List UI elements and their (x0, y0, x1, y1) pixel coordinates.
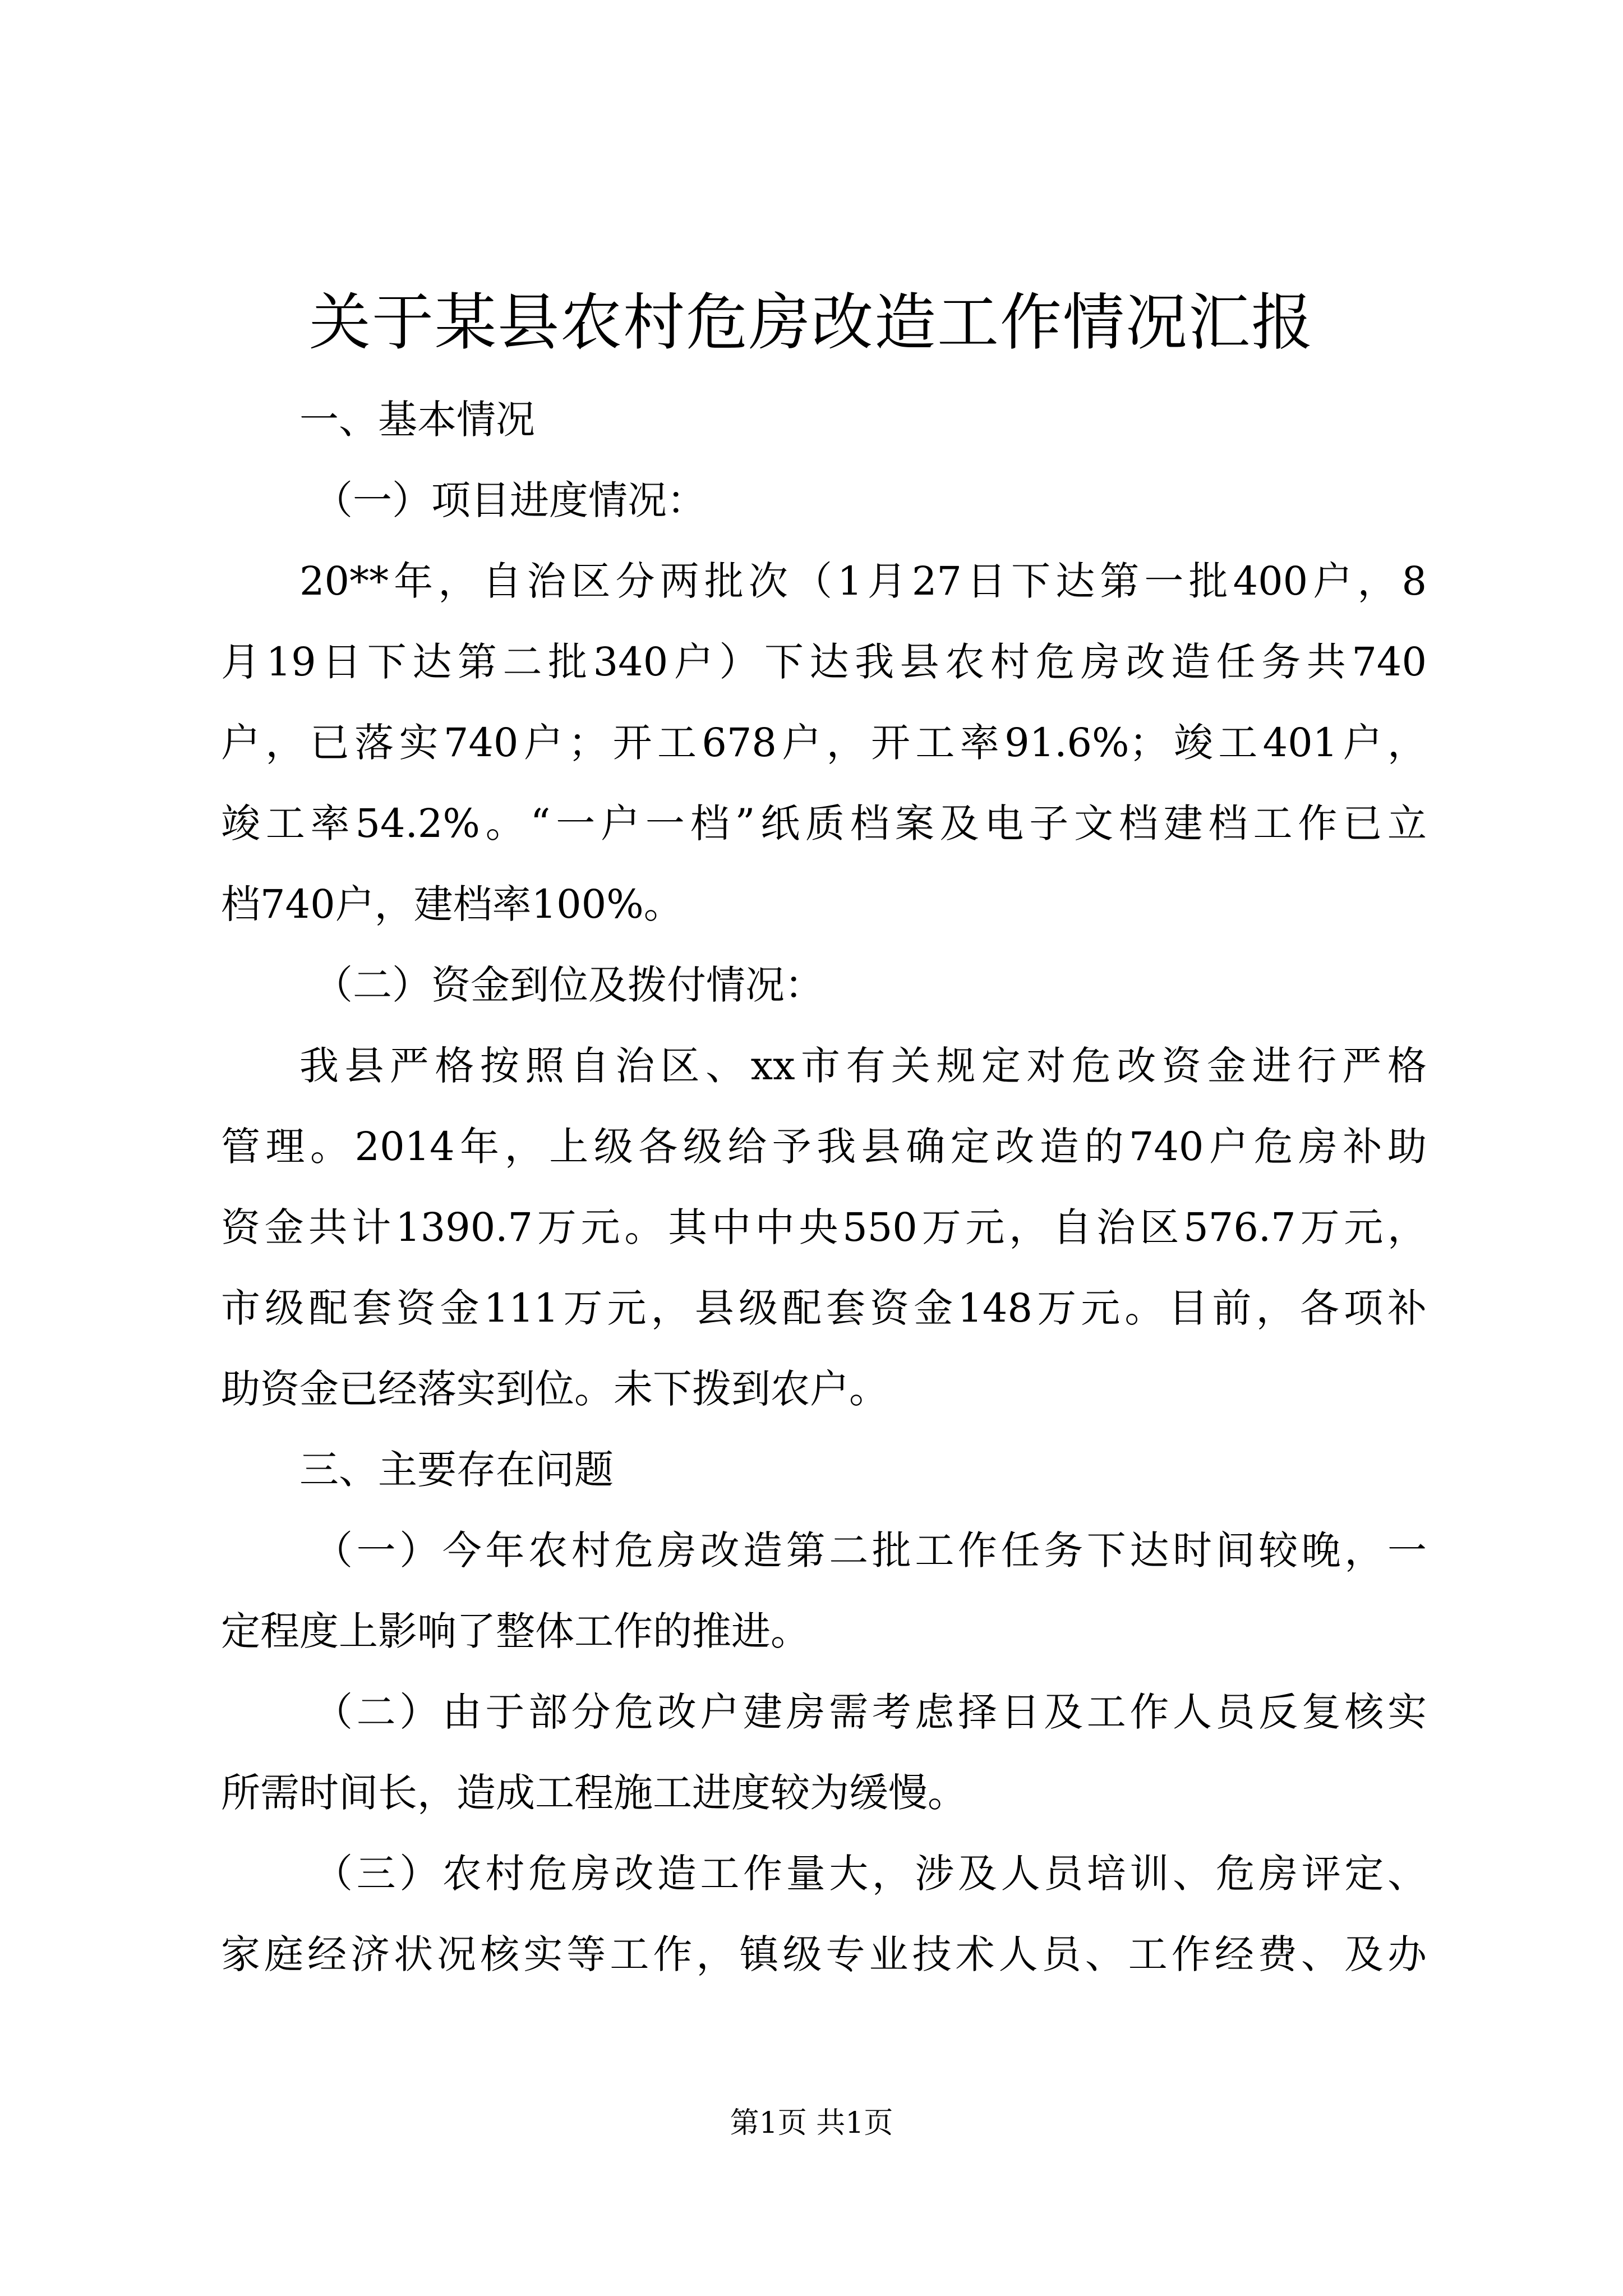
body-line: 档740户，建档率100%。 (221, 881, 683, 927)
body-line: 所需时间长，造成工程施工进度较为缓慢。 (221, 1770, 967, 1816)
body-line: 家庭经济状况核实等工作，镇级专业技术人员、工作经费、及办 (221, 1931, 1427, 1977)
body-line: 助资金已经落实到位。未下拨到农户。 (221, 1366, 888, 1412)
document-body (221, 379, 1427, 1995)
body-line: （一）项目进度情况： (313, 477, 706, 523)
body-line: （二）由于部分危改户建房需考虑择日及工作人员反复核实 (313, 1689, 1427, 1735)
body-line: 我县严格按照自治区、xx市有关规定对危改资金进行严格 (299, 1043, 1427, 1089)
body-line: 20**年，自治区分两批次（1月27日下达第一批400户，8 (299, 558, 1427, 604)
body-line: 市级配套资金111万元，县级配套资金148万元。目前，各项补 (221, 1285, 1427, 1331)
body-line: 定程度上影响了整体工作的推进。 (221, 1608, 810, 1654)
body-line: 户，已落实740户；开工678户，开工率91.6%；竣工401户， (221, 720, 1427, 766)
page-footer: 第1页 共1页 (730, 2106, 893, 2140)
body-line: 管理。2014年，上级各级给予我县确定改造的740户危房补助 (221, 1124, 1427, 1170)
body-line: 资金共计1390.7万元。其中中央550万元，自治区576.7万元， (221, 1204, 1427, 1250)
body-line: 一、基本情况 (299, 397, 535, 443)
body-line: （一）今年农村危房改造第二批工作任务下达时间较晚，一 (313, 1527, 1427, 1573)
body-line: 三、主要存在问题 (299, 1447, 614, 1493)
body-line: 竣工率54.2%。“一户一档”纸质档案及电子文档建档工作已立 (221, 800, 1427, 846)
body-line: （二）资金到位及拨付情况： (313, 962, 824, 1008)
body-line: 月19日下达第二批340户）下达我县农村危房改造任务共740 (221, 639, 1427, 685)
body-line: （三）农村危房改造工作量大，涉及人员培训、危房评定、 (313, 1851, 1427, 1897)
document-title: 关于某县农村危房改造工作情况汇报 (309, 287, 1314, 358)
